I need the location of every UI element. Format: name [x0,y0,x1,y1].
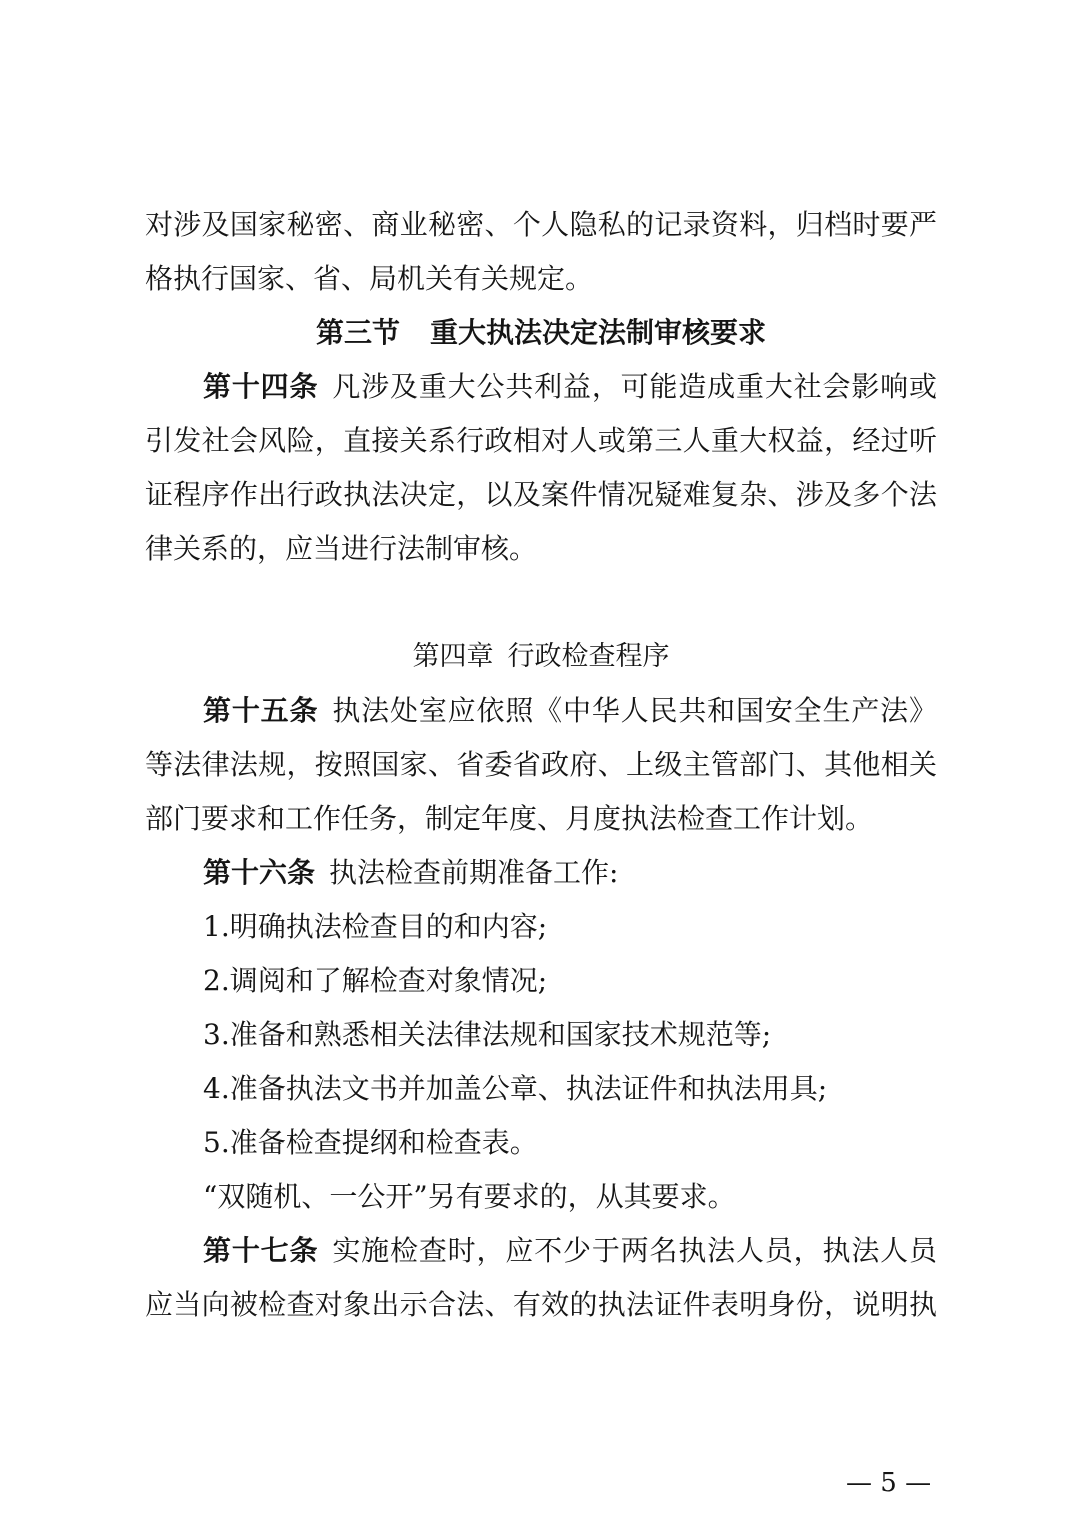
chapter-title: 行政检查程序 [507,641,670,672]
article-text: 实施检查时，应不少于两名执法人员，执法人员 [332,1234,937,1267]
list-item: 2.调阅和了解检查对象情况; [203,964,548,997]
section-heading [145,306,937,360]
article-16-line [145,846,937,900]
article-label: 第十六条 [203,856,316,889]
article-label: 第十五条 [203,694,319,727]
list-item: 4.准备执法文书并加盖公章、执法证件和执法用具; [203,1072,828,1105]
article-15-line [145,684,937,738]
article-text: 执法处室应依照《中华人民共和国安全生产法》 [332,694,937,727]
continuation-line: 格执行国家、省、局机关有关规定。 [145,262,594,295]
blank-line [145,576,937,630]
chapter-heading [145,630,937,684]
article-14-line: 引发社会风险，直接关系行政相对人或第三人重大权益，经过听 [145,424,937,457]
document-body [145,198,937,1332]
article-14-line [145,360,937,414]
list-item: 5.准备检查提纲和检查表。 [203,1126,538,1159]
article-17-line [145,1224,937,1278]
page-number: — 5 — [846,1468,932,1498]
article-14-line: 律关系的，应当进行法制审核。 [145,532,538,565]
article-text: 执法检查前期准备工作: [329,856,619,889]
article-label: 第十四条 [203,370,319,403]
section-title: 重大执法决定法制审核要求 [430,316,767,349]
section-number: 第三节 [315,316,400,349]
list-item: 1.明确执法检查目的和内容; [203,910,548,943]
article-16-note: “双随机、一公开”另有要求的，从其要求。 [203,1180,736,1213]
article-15-line: 等法律法规，按照国家、省委省政府、上级主管部门、其他相关 [145,748,937,781]
article-text: 凡涉及重大公共利益，可能造成重大社会影响或 [332,370,937,403]
continuation-line: 对涉及国家秘密、商业秘密、个人隐私的记录资料，归档时要严 [145,208,937,241]
list-item: 3.准备和熟悉相关法律法规和国家技术规范等; [203,1018,772,1051]
article-17-line: 应当向被检查对象出示合法、有效的执法证件表明身份，说明执 [145,1288,937,1321]
article-14-line: 证程序作出行政执法决定，以及案件情况疑难复杂、涉及多个法 [145,478,937,511]
article-15-line: 部门要求和工作任务，制定年度、月度执法检查工作计划。 [145,802,874,835]
article-label: 第十七条 [203,1234,319,1267]
chapter-number: 第四章 [412,641,494,672]
